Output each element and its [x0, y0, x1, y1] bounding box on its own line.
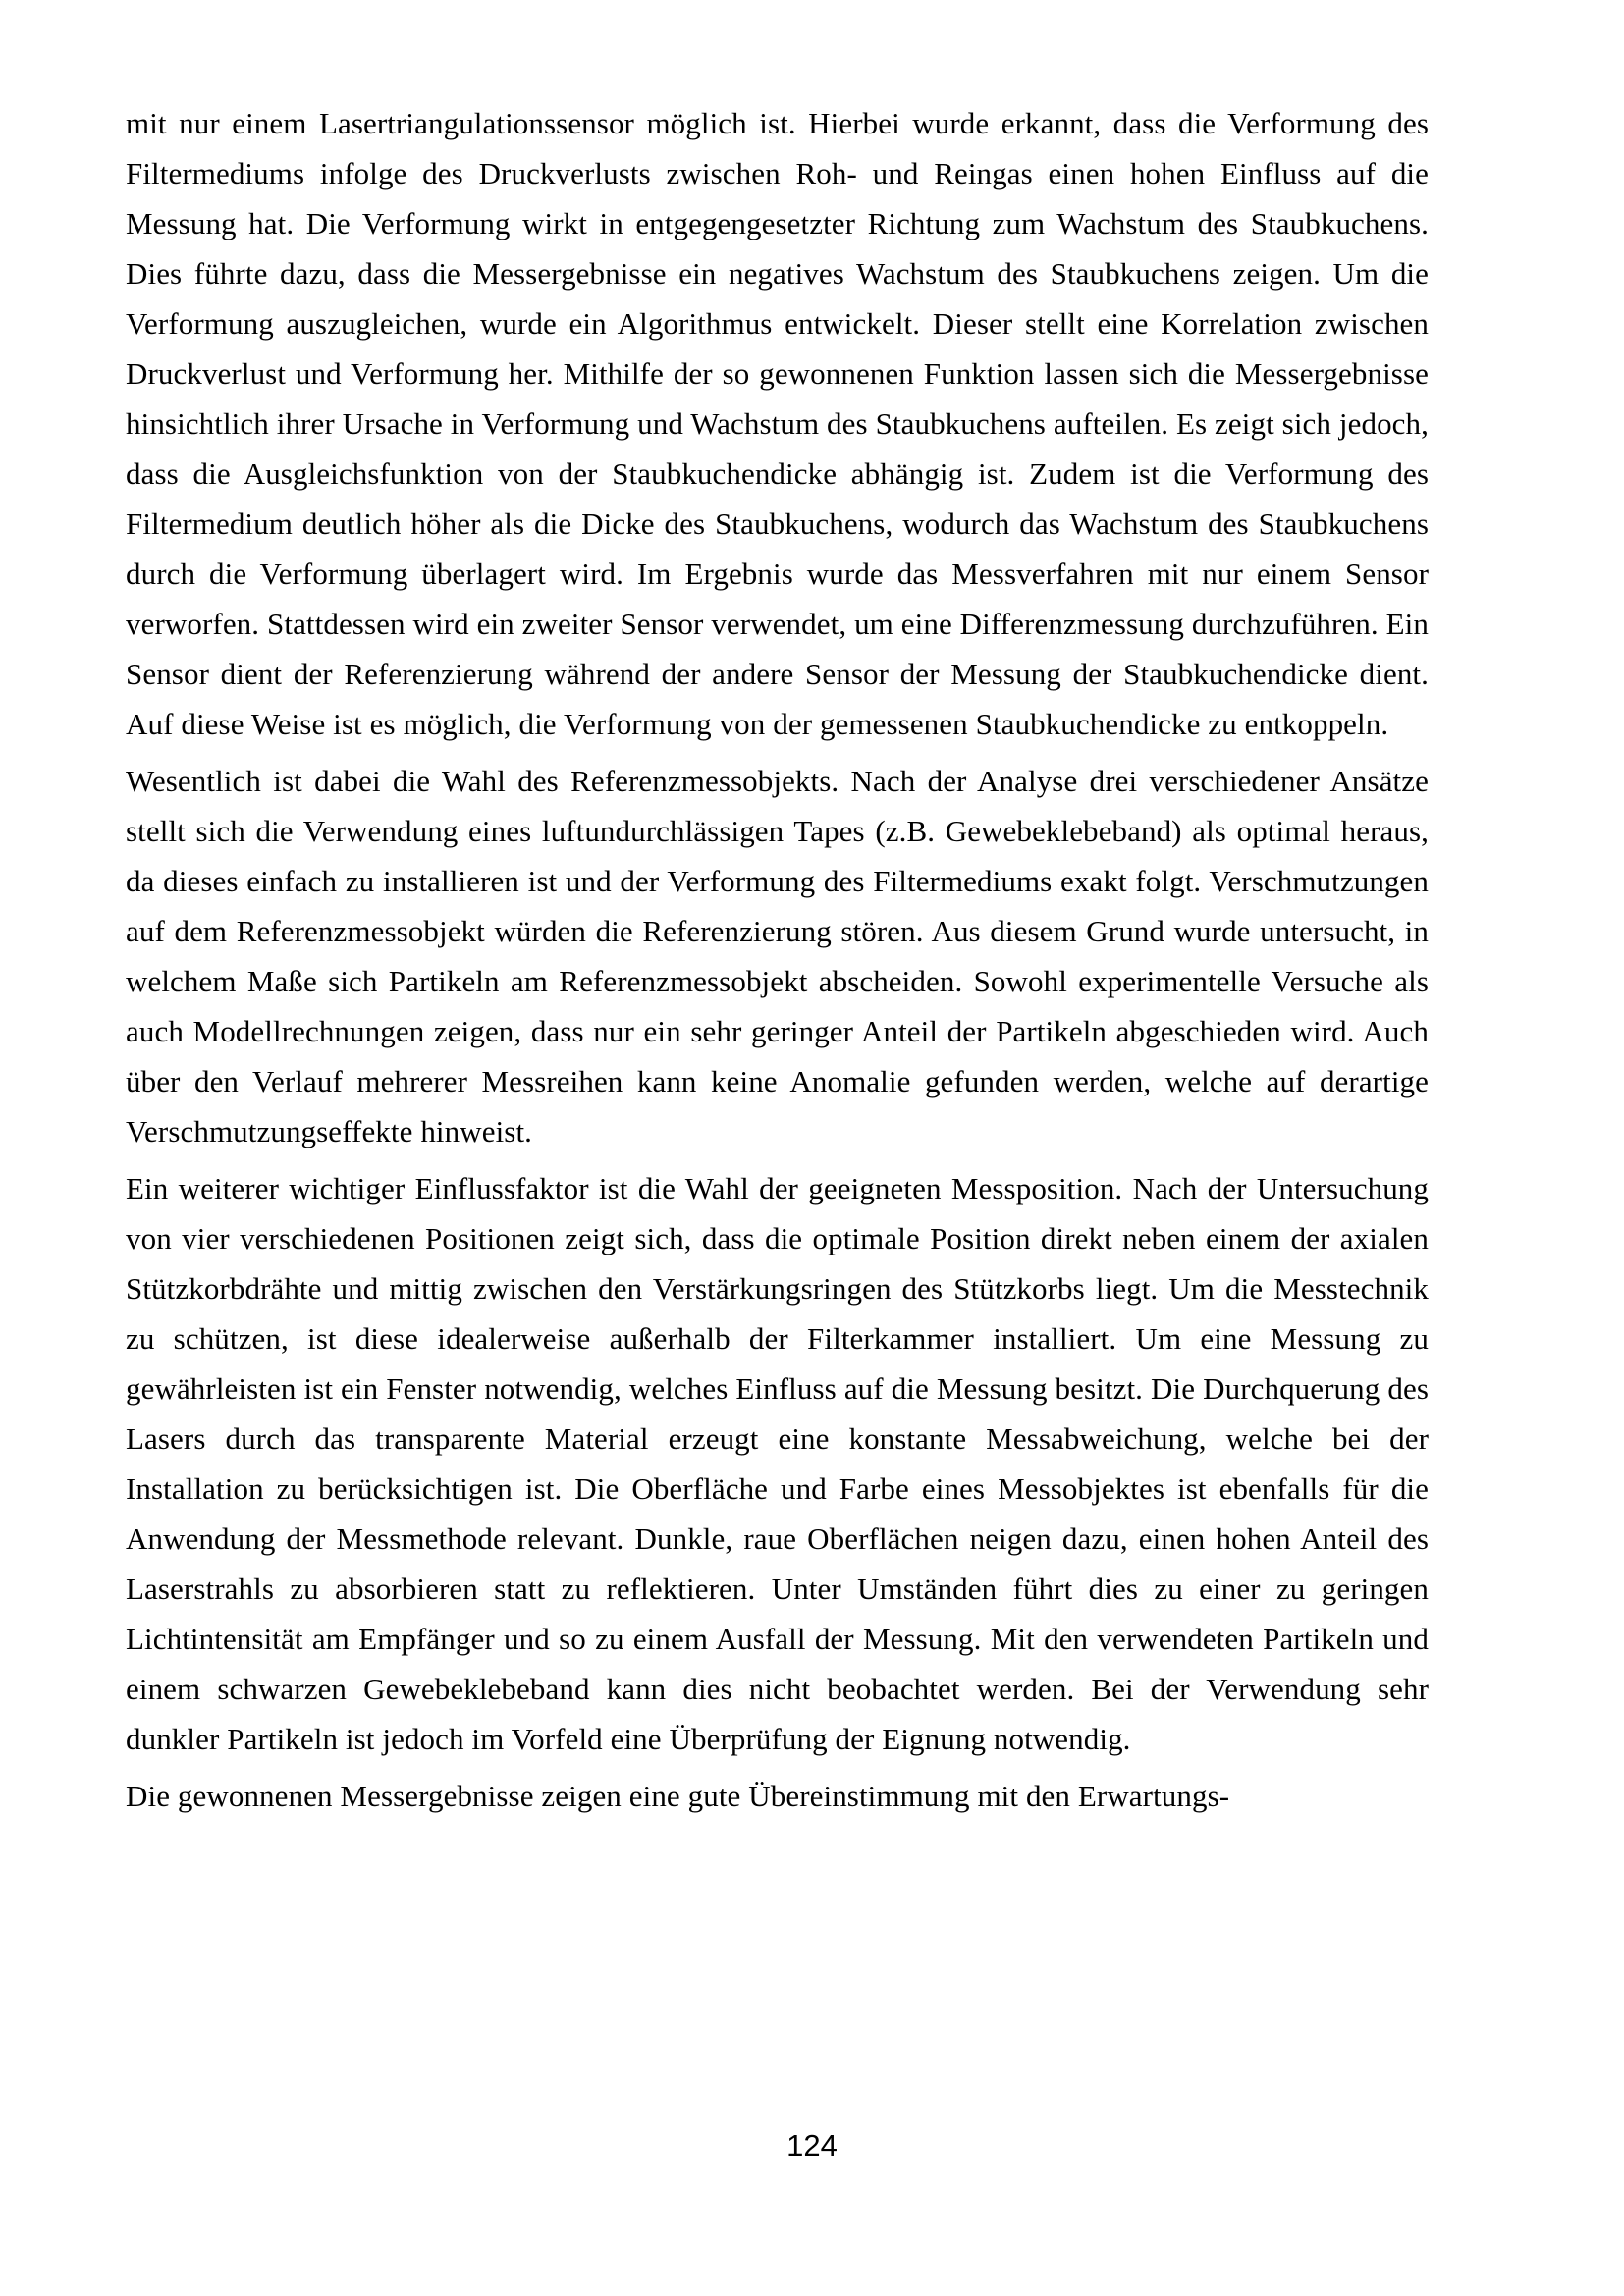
page-number: 124 — [786, 2128, 838, 2163]
paragraph: Die gewonnenen Messergebnisse zeigen eine gute Übereinstimmung mit den Erwartungs- — [126, 1779, 1230, 1813]
paragraph: Wesentlich ist dabei die Wahl des Referenzmessobjekts. Nach der Analyse drei verschiedener Ansätze stellt sich die Verwendung eines luftundurchlässigen Tapes (z.B. Gewebeklebeband) als optimal heraus, da dieses einfach zu installieren ist und der Verformung des Filtermediums exakt folgt. Verschmutzungen auf dem Referenzmessobjekt würden die Referenzierung stören. Aus diesem Grund wurde untersucht, in welchem Maße sich Partikeln am Referenzmessobjekt abscheiden. Sowohl experimentelle Versuche als auch Modellrechnungen zeigen, dass nur ein sehr geringer Anteil der Partikeln abgeschieden wird. Auch über den Verlauf mehrerer Messreihen kann keine Anomalie gefunden werden, welche auf derartige Verschmutzungseffekte hinweist. — [126, 764, 1429, 1148]
paragraph: mit nur einem Lasertriangulationssensor möglich ist. Hierbei wurde erkannt, dass die Verformung des Filtermediums infolge des Druckverlusts zwischen Roh- und Reingas einen hohen Einfluss auf die Messung hat. Die Verformung wirkt in entgegengesetzter Richtung zum Wachstum des Staubkuchens. Dies führte dazu, dass die Messergebnisse ein negatives Wachstum des Staubkuchens zeigen. Um die Verformung auszugleichen, wurde ein Algorithmus entwickelt. Dieser stellt eine Korrelation zwischen Druckverlust und Verformung her. Mithilfe der so gewonnenen Funktion lassen sich die Messergebnisse hinsichtlich ihrer Ursache in Verformung und Wachstum des Staubkuchens aufteilen. Es zeigt sich jedoch, dass die Ausgleichsfunktion von der Staubkuchendicke abhängig ist. Zudem ist die Verformung des Filtermedium deutlich höher als die Dicke des Staubkuchens, wodurch das Wachstum des Staubkuchens durch die Verformung überlagert wird. Im Ergebnis wurde das Messverfahren mit nur einem Sensor verworfen. Stattdessen wird ein zweiter Sensor verwendet, um eine Differenzmessung durchzuführen. Ein Sensor dient der Referenzierung während der andere Sensor der Messung der Staubkuchendicke dient. Auf diese Weise ist es möglich, die Verformung von der gemessenen Staubkuchendicke zu entkoppeln. — [126, 106, 1429, 741]
body-text — [126, 98, 1429, 1821]
paragraph: Ein weiterer wichtiger Einflussfaktor ist die Wahl der geeigneten Messposition. Nach der Untersuchung von vier verschiedenen Positionen zeigt sich, dass die optimale Position direkt neben einem der axialen Stützkorbdrähte und mittig zwischen den Verstärkungsringen des Stützkorbs liegt. Um die Messtechnik zu schützen, ist diese idealerweise außerhalb der Filterkammer installiert. Um eine Messung zu gewährleisten ist ein Fenster notwendig, welches Einfluss auf die Messung besitzt. Die Durchquerung des Lasers durch das transparente Material erzeugt eine konstante Messabweichung, welche bei der Installation zu berücksichtigen ist. Die Oberfläche und Farbe eines Messobjektes ist ebenfalls für die Anwendung der Messmethode relevant. Dunkle, raue Oberflächen neigen dazu, einen hohen Anteil des Laserstrahls zu absorbieren statt zu reflektieren. Unter Umständen führt dies zu einer zu geringen Lichtintensität am Empfänger und so zu einem Ausfall der Messung. Mit den verwendeten Partikeln und einem schwarzen Gewebeklebeband kann dies nicht beobachtet werden. Bei der Verwendung sehr dunkler Partikeln ist jedoch im Vorfeld eine Überprüfung der Eignung notwendig. — [126, 1171, 1429, 1756]
